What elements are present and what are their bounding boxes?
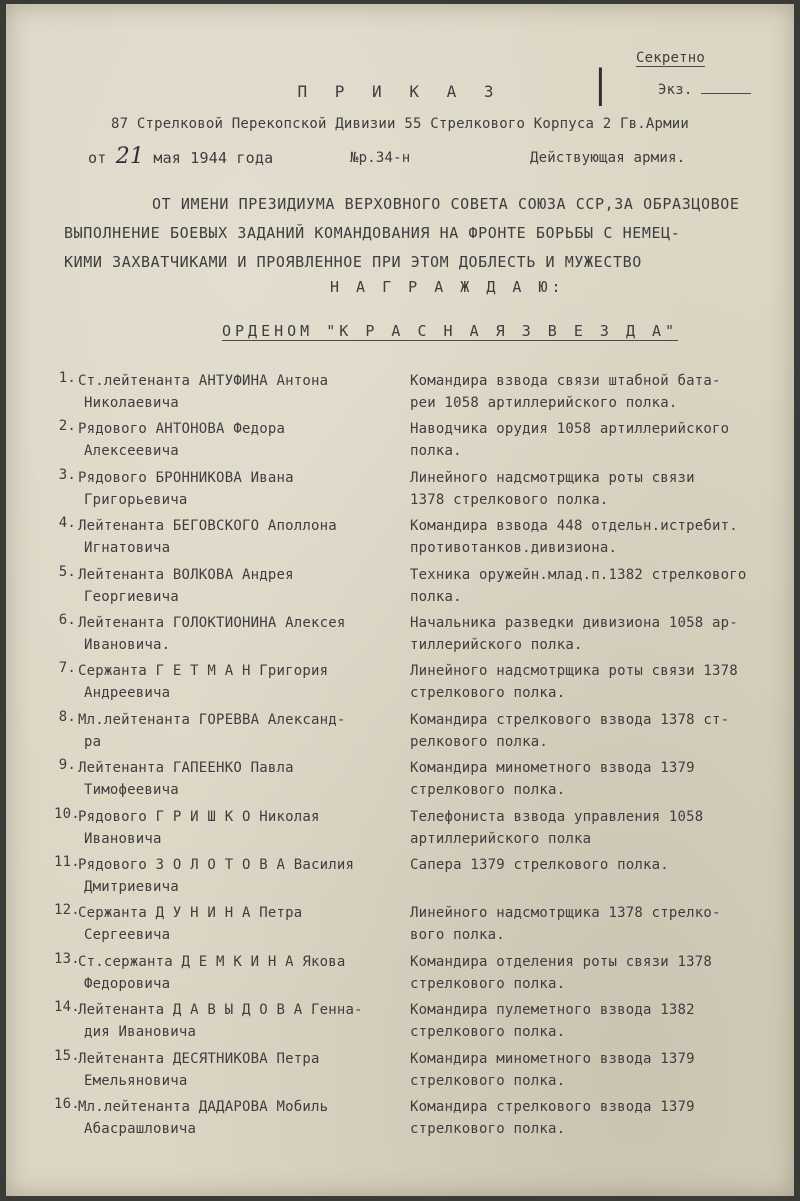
award-entry xyxy=(6,999,794,1047)
entry-position xyxy=(410,660,780,704)
entry-position-line-1: Командира взвода 448 отдельн.истребит. xyxy=(410,518,738,535)
entry-position-line-2: стрелкового полка. xyxy=(410,975,566,992)
entry-position-line-1: Командира отделения роты связи 1378 xyxy=(410,953,713,970)
entry-name-line-2: Емельяновича xyxy=(84,1072,188,1089)
entry-name-line-1: Мл.лейтенанта ДАДАРОВА Мобиль xyxy=(78,1099,329,1115)
entry-number: 15. xyxy=(54,1047,80,1064)
entry-position xyxy=(410,757,780,801)
entry-name-line-2: Игнатовича xyxy=(84,540,171,557)
entry-position xyxy=(410,612,780,656)
award-entry xyxy=(6,370,794,418)
award-verb: Н А Г Р А Ж Д А Ю: xyxy=(330,278,565,296)
entry-name xyxy=(78,660,408,704)
award-entry xyxy=(6,1096,794,1144)
entry-number: 13. xyxy=(54,950,80,967)
entry-name-line-2: дия Ивановича xyxy=(84,1024,197,1041)
entry-name-line-2: Сергеевича xyxy=(84,927,171,944)
entry-name xyxy=(78,1096,408,1140)
entry-name-line-2: Дмитриевича xyxy=(84,879,179,895)
entry-position xyxy=(410,1096,780,1140)
entry-number: 12. xyxy=(54,902,80,919)
order-location: Действующая армия. xyxy=(530,150,686,166)
award-entry xyxy=(6,806,794,854)
entry-name-line-1: Лейтенанта ДЕСЯТНИКОВА Петра xyxy=(78,1050,320,1067)
date-suffix: мая 1944 года xyxy=(153,149,274,167)
entry-name-line-1: Рядового З О Л О Т О В А Василия xyxy=(78,857,355,873)
entry-position xyxy=(410,370,780,414)
copy-label-text: Экз. xyxy=(658,82,693,98)
entry-position-line-1: Командира минометного взвода 1379 xyxy=(410,760,695,777)
entry-position-line-2: 1378 стрелкового полка. xyxy=(410,491,609,508)
entry-position-line-2 xyxy=(410,876,780,898)
entry-position xyxy=(410,467,780,511)
award-entry xyxy=(6,467,794,515)
entry-position-line-1: Командира пулеметного взвода 1382 xyxy=(410,1002,695,1019)
preamble-line-2: ВЫПОЛНЕНИЕ БОЕВЫХ ЗАДАНИЙ КОМАНДОВАНИЯ НА ФРОНТЕ БОРЬБЫ С НЕМЕЦ- xyxy=(64,224,681,242)
entry-name-line-2: Тимофеевича xyxy=(84,782,179,799)
entry-name-line-2: Абасрашловича xyxy=(84,1121,197,1137)
preamble-line-3: КИМИ ЗАХВАТЧИКАМИ И ПРОЯВЛЕННОЕ ПРИ ЭТОМ ДОБЛЕСТЬ И МУЖЕСТВО xyxy=(64,253,642,271)
entry-number: 5. xyxy=(58,563,76,580)
entry-position xyxy=(410,515,780,559)
entry-position-line-2: стрелкового полка. xyxy=(410,782,566,799)
entry-position-line-1: Линейного надсмотрщика 1378 стрелко- xyxy=(410,905,721,922)
entry-position xyxy=(410,854,780,898)
entry-name-line-2: Георгиевича xyxy=(84,588,179,605)
entry-position-line-2: вого полка. xyxy=(410,927,505,944)
entry-number: 6. xyxy=(58,612,76,628)
entry-name-line-1: Рядового Г Р И Ш К О Николая xyxy=(78,808,320,825)
entry-name-line-2: Григорьевича xyxy=(84,491,188,508)
award-entry xyxy=(6,612,794,660)
entry-position-line-2: стрелкового полка. xyxy=(410,685,566,702)
entry-position xyxy=(410,418,780,462)
award-entry xyxy=(6,951,794,999)
date-prefix: от xyxy=(88,149,107,167)
award-entry xyxy=(6,709,794,757)
entry-name-line-1: Мл.лейтенанта ГОРЕВВА Александ- xyxy=(78,711,346,728)
entry-name-line-1: Лейтенанта ГОЛОКТИОНИНА Алексея xyxy=(78,615,346,631)
entry-name-line-2: Андреевича xyxy=(84,685,171,702)
order-title: П Р И К А З xyxy=(297,82,503,101)
entry-name-line-2: Николаевича xyxy=(84,395,179,411)
entry-position-line-2: стрелкового полка. xyxy=(410,1024,566,1041)
award-entry xyxy=(6,564,794,612)
entry-position-line-1: Наводчика орудия 1058 артиллерийского xyxy=(410,421,730,438)
entry-name-line-1: Сержанта Д У Н И Н А Петра xyxy=(78,905,303,922)
entry-position xyxy=(410,806,780,850)
entry-name xyxy=(78,418,408,462)
entry-position-line-1: Техника оружейн.млад.п.1382 стрелкового xyxy=(410,566,747,583)
entry-name-line-1: Рядового АНТОНОВА Федора xyxy=(78,421,286,438)
entry-number: 7. xyxy=(58,660,76,677)
award-entry xyxy=(6,902,794,950)
entry-name xyxy=(78,370,408,414)
entry-position xyxy=(410,902,780,946)
entry-position xyxy=(410,564,780,608)
entry-name xyxy=(78,564,408,608)
entry-number: 2. xyxy=(58,418,76,435)
entry-name-line-1: Ст.сержанта Д Е М К И Н А Якова xyxy=(78,953,346,970)
entry-position-line-1: Командира минометного взвода 1379 xyxy=(410,1050,695,1067)
entry-name-line-1: Ст.лейтенанта АНТУФИНА Антона xyxy=(78,373,329,389)
entry-position-line-2: реи 1058 артиллерийского полка. xyxy=(410,395,678,411)
entry-name-line-2: Алексеевича xyxy=(84,443,179,460)
award-title: ОРДЕНОМ "К Р А С Н А Я З В Е З Д А" xyxy=(222,322,679,340)
entry-position-line-1: Командира стрелкового взвода 1379 xyxy=(410,1099,695,1115)
entry-position xyxy=(410,951,780,995)
entry-name-line-2: ра xyxy=(84,733,102,750)
entry-name xyxy=(78,806,408,850)
handwritten-mark: | xyxy=(594,62,607,106)
entry-number: 4. xyxy=(58,515,76,532)
entry-name-line-1: Сержанта Г Е Т М А Н Григория xyxy=(78,663,329,680)
entry-position-line-1: Начальника разведки дивизиона 1058 ар- xyxy=(410,615,738,631)
entry-number: 8. xyxy=(58,708,76,725)
entry-position-line-2: полка. xyxy=(410,443,462,460)
entry-position-line-2: артиллерийского полка xyxy=(410,830,592,847)
entry-position-line-2: стрелкового полка. xyxy=(410,1121,566,1137)
entry-name xyxy=(78,854,408,898)
entry-position-line-1: Командира взвода связи штабной бата- xyxy=(410,373,721,389)
entry-name-line-1: Лейтенанта ВОЛКОВА Андрея xyxy=(78,566,294,583)
entry-position-line-1: Линейного надсмотрщика роты связи xyxy=(410,469,695,486)
order-number: №р.34-н xyxy=(350,150,411,166)
award-entry xyxy=(6,418,794,466)
entry-position-line-1: Сапера 1379 стрелкового полка. xyxy=(410,857,669,873)
secret-stamp: Секретно xyxy=(636,50,706,66)
entry-position-line-2: противотанков.дивизиона. xyxy=(410,540,618,557)
entry-name xyxy=(78,467,408,511)
entry-name xyxy=(78,757,408,801)
entry-name-line-2: Ивановича. xyxy=(84,637,171,653)
entry-name xyxy=(78,951,408,995)
entry-name xyxy=(78,902,408,946)
entry-position-line-1: Командира стрелкового взвода 1378 ст- xyxy=(410,711,730,728)
entry-position-line-2: стрелкового полка. xyxy=(410,1072,566,1089)
entry-position-line-1: Линейного надсмотрщика роты связи 1378 xyxy=(410,663,738,680)
entry-number: 14. xyxy=(54,999,80,1016)
entry-name xyxy=(78,515,408,559)
unit-name: 87 Стрелковой Перекопской Дивизии 55 Стрелкового Корпуса 2 Гв.Армии xyxy=(110,116,690,132)
entry-number: 11. xyxy=(54,854,80,870)
entry-position xyxy=(410,1048,780,1092)
entry-name xyxy=(78,999,408,1043)
entry-position xyxy=(410,709,780,753)
award-entry xyxy=(6,854,794,902)
entry-number: 10. xyxy=(54,805,80,822)
entry-name-line-1: Рядового БРОННИКОВА Ивана xyxy=(78,469,294,486)
entry-name-line-1: Лейтенанта Д А В Ы Д О В А Генна- xyxy=(78,1002,363,1019)
award-entry xyxy=(6,515,794,563)
entry-number: 1. xyxy=(58,370,76,386)
entry-name-line-1: Лейтенанта ГАПЕЕНКО Павла xyxy=(78,760,294,777)
award-entry xyxy=(6,757,794,805)
entry-position-line-2: релкового полка. xyxy=(410,733,549,750)
entry-position-line-2: тиллерийского полка. xyxy=(410,637,583,653)
entry-position-line-1: Телефониста взвода управления 1058 xyxy=(410,808,704,825)
document-sheet xyxy=(6,4,794,1196)
entry-number: 3. xyxy=(58,466,76,483)
entry-position-line-2: полка. xyxy=(410,588,462,605)
entry-number: 9. xyxy=(58,757,76,774)
entry-name-line-2: Ивановича xyxy=(84,830,162,847)
entry-name xyxy=(78,1048,408,1092)
award-entry xyxy=(6,660,794,708)
entry-name xyxy=(78,612,408,656)
preamble-line-1: ОТ ИМЕНИ ПРЕЗИДИУМА ВЕРХОВНОГО СОВЕТА СОЮЗА ССР,ЗА ОБРАЗЦОВОЕ xyxy=(152,195,740,213)
award-entry xyxy=(6,1048,794,1096)
entry-name-line-1: Лейтенанта БЕГОВСКОГО Аполлона xyxy=(78,518,337,535)
entry-number: 16. xyxy=(54,1096,80,1112)
date-day-handwritten: 21 xyxy=(115,144,145,169)
entry-position xyxy=(410,999,780,1043)
entry-name xyxy=(78,709,408,753)
order-date xyxy=(88,144,273,169)
entry-name-line-2: Федоровича xyxy=(84,975,171,992)
